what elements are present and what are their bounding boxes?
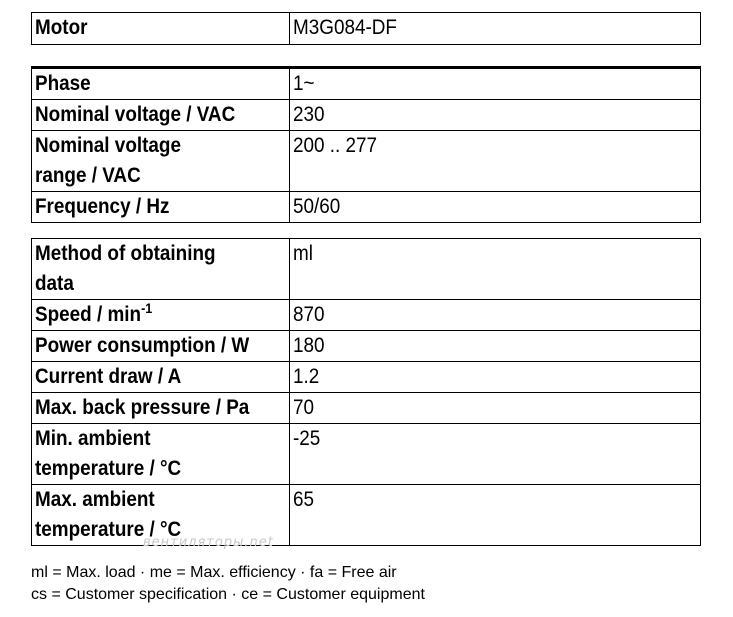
table-row [32,393,701,424]
row-label: Current draw / A [32,362,290,393]
table-row [32,331,701,362]
row-value: -25 [290,424,701,485]
table-row [32,13,701,45]
table-row [32,485,701,546]
row-value: 65 [290,485,701,546]
row-value: M3G084-DF [290,13,701,45]
table-row [32,239,701,300]
row-value: 1~ [290,68,701,100]
row-label: Phase [32,68,290,100]
performance-table [31,238,701,546]
row-label: Max. ambient temperature / °C [32,485,290,546]
row-label: Frequency / Hz [32,192,290,223]
row-label: Method of obtaining data [32,239,290,300]
row-label: Max. back pressure / Pa [32,393,290,424]
speed-exponent: -1 [141,300,153,316]
row-label: Min. ambient temperature / °C [32,424,290,485]
row-value: 50/60 [290,192,701,223]
row-value: 70 [290,393,701,424]
table-row [32,68,701,100]
speed-label: Speed / min [35,303,142,326]
table-row [32,131,701,192]
row-label: Nominal voltage range / VAC [32,131,290,192]
row-value: 200 .. 277 [290,131,701,192]
footnote-abbreviations-1: ml = Max. load · me = Max. efficiency · fa = Free air [31,564,397,581]
row-label: Nominal voltage / VAC [32,100,290,131]
row-value: 230 [290,100,701,131]
table-row [32,424,701,485]
row-value: ml [290,239,701,300]
row-value: 870 [290,300,701,331]
footnote-abbreviations-2: cs = Customer specification · ce = Customer equipment [31,586,425,603]
table-row [32,300,701,331]
row-label [32,300,290,331]
row-value: 180 [290,331,701,362]
motor-table [31,12,701,45]
row-label: Power consumption / W [32,331,290,362]
table-row [32,100,701,131]
table-row [32,362,701,393]
table-row [32,192,701,223]
electrical-table [31,66,701,223]
row-value: 1.2 [290,362,701,393]
watermark: вентиляторы.net [143,535,274,550]
row-label: Motor [32,13,290,45]
